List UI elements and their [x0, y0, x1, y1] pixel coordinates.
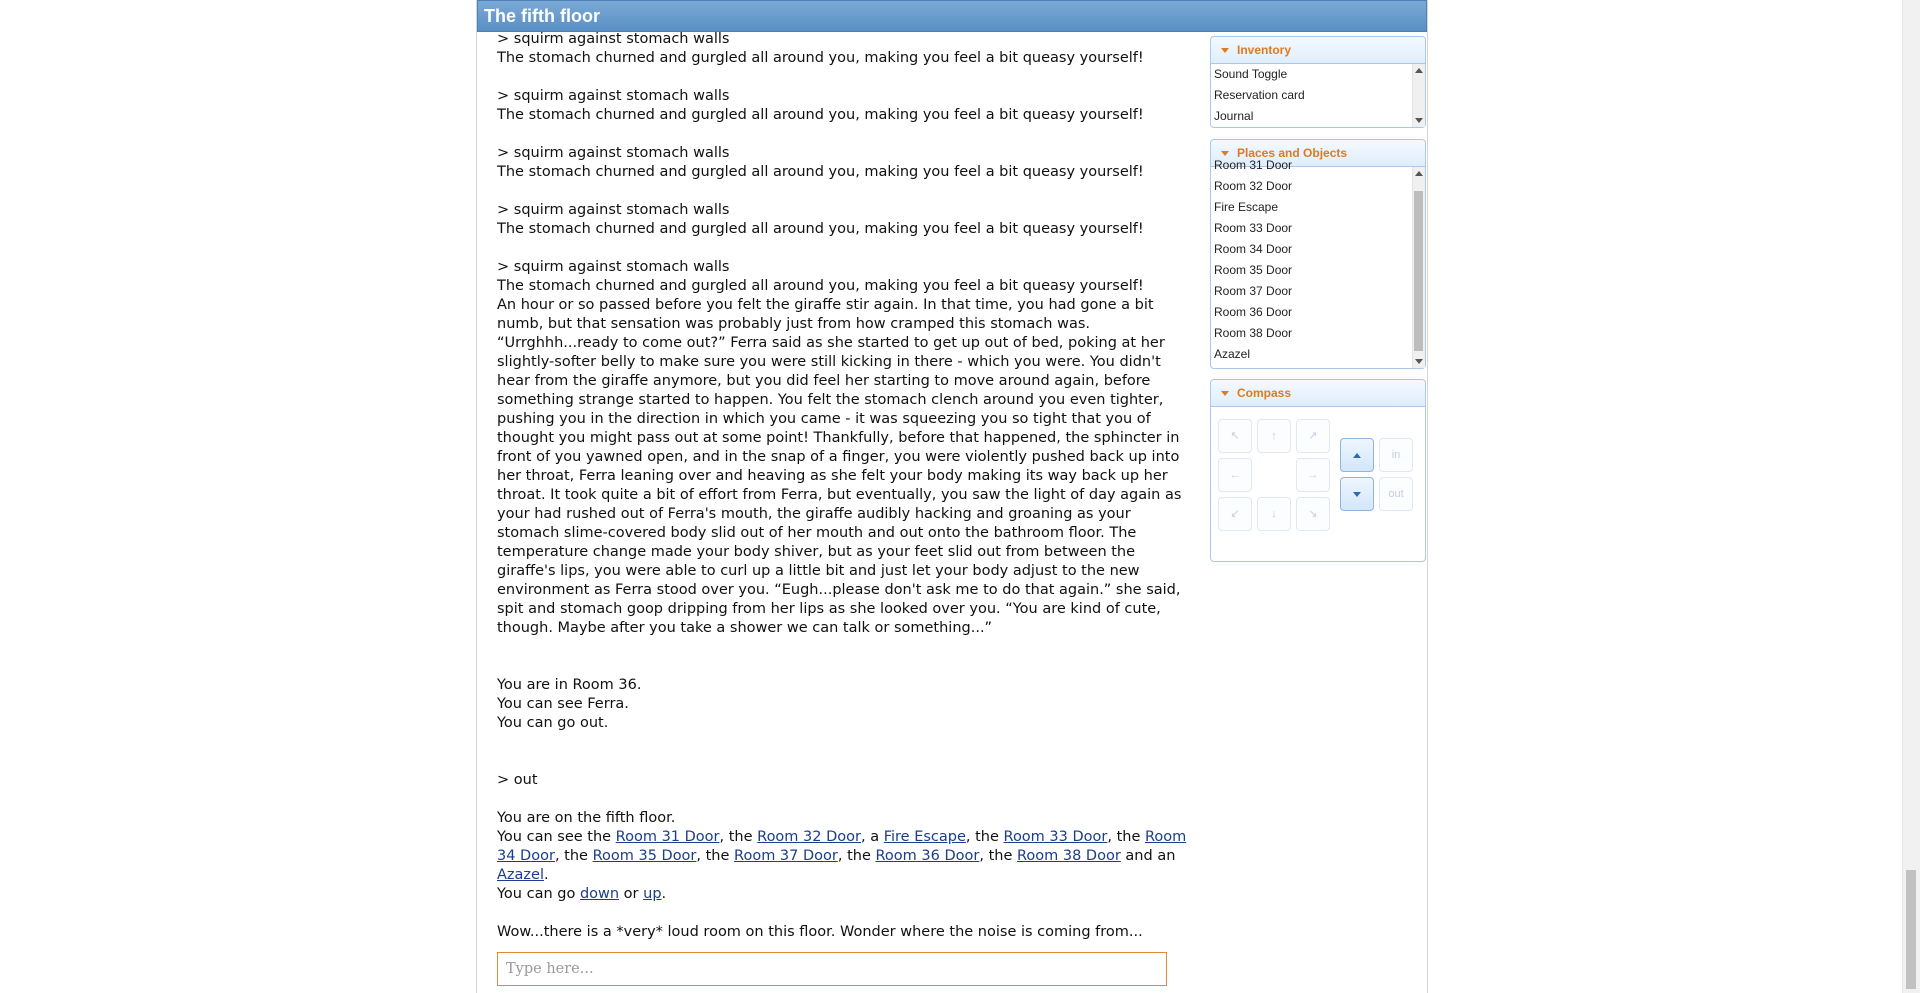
collapse-triangle-icon — [1221, 48, 1229, 53]
compass-in-button[interactable]: in — [1379, 438, 1413, 472]
exit-link-down[interactable]: down — [579, 886, 620, 902]
places-panel — [1210, 139, 1426, 369]
command-echo: > out — [497, 772, 538, 788]
transcript-entry — [497, 30, 1197, 68]
scroll-up-icon[interactable] — [1415, 171, 1423, 176]
response-text: The stomach churned and gurgled all around you, making you feel a bit queasy yourself! — [497, 278, 1144, 294]
inventory-item[interactable]: Reservation card — [1214, 88, 1305, 102]
collapse-triangle-icon — [1221, 391, 1229, 396]
scroll-down-icon[interactable] — [1415, 359, 1423, 364]
inventory-header[interactable]: Inventory — [1211, 37, 1425, 64]
room-line: You can go out. — [497, 715, 609, 731]
object-link[interactable]: Room 36 Door — [875, 848, 980, 864]
places-item[interactable]: Room 38 Door — [1214, 326, 1293, 340]
compass-body — [1211, 407, 1425, 561]
response-text: The stomach churned and gurgled all around you, making you feel a bit queasy yourself! — [497, 221, 1144, 237]
story-paragraph: An hour or so passed before you felt the giraffe stir again. In that time, you had gone a bit numb, but that sensation was probably just from how cramped this stomach was. — [497, 297, 1154, 332]
places-item[interactable]: Fire Escape — [1214, 200, 1279, 214]
compass-panel — [1210, 379, 1426, 562]
inventory-panel — [1210, 36, 1426, 128]
object-link[interactable]: Room 37 Door — [734, 848, 838, 864]
game-container — [476, 0, 1428, 993]
compass-north-button[interactable]: ↑ — [1257, 419, 1291, 453]
command-echo: > squirm against stomach walls — [497, 31, 730, 47]
places-item[interactable]: Azazel — [1214, 347, 1251, 361]
response-text: The stomach churned and gurgled all around you, making you feel a bit queasy yourself! — [497, 164, 1144, 180]
transcript-entry — [497, 87, 1197, 125]
compass-down-button[interactable] — [1340, 477, 1374, 511]
places-header[interactable]: Places and Objects — [1211, 140, 1425, 167]
object-link[interactable]: Azazel — [497, 867, 544, 883]
compass-out-button[interactable]: out — [1379, 477, 1413, 511]
room-description — [497, 676, 1197, 733]
response-text: The stomach churned and gurgled all around you, making you feel a bit queasy yourself! — [497, 50, 1144, 66]
transcript-entry — [497, 258, 1197, 638]
compass-west-button[interactable]: ← — [1218, 458, 1252, 492]
places-item[interactable]: Room 34 Door — [1214, 242, 1293, 256]
inventory-item[interactable]: Sound Toggle — [1214, 67, 1288, 81]
object-link[interactable]: Room 33 Door — [1003, 829, 1108, 845]
compass-south-button[interactable]: ↓ — [1257, 497, 1291, 531]
places-list — [1211, 158, 1425, 368]
compass-center — [1257, 458, 1291, 492]
transcript-entry — [497, 144, 1197, 182]
compass-northeast-button[interactable]: ↗ — [1296, 419, 1330, 453]
page-scrollbar[interactable] — [1902, 0, 1920, 993]
room-line: You can see Ferra. — [497, 696, 629, 712]
command-input[interactable] — [506, 954, 1158, 984]
inventory-scrollbar[interactable] — [1412, 64, 1425, 127]
places-item[interactable]: Room 31 Door — [1214, 158, 1293, 172]
compass-up-button[interactable] — [1340, 438, 1374, 472]
places-scrollbar-thumb[interactable] — [1414, 191, 1423, 351]
location-title: The fifth floor — [477, 0, 1427, 32]
object-link[interactable]: Room 31 Door — [615, 829, 720, 845]
object-link[interactable]: Room 35 Door — [592, 848, 697, 864]
places-item[interactable]: Room 36 Door — [1214, 305, 1293, 319]
places-scrollbar[interactable] — [1412, 167, 1425, 368]
compass-northwest-button[interactable]: ↖ — [1218, 419, 1252, 453]
story-paragraph: “Urrghhh...ready to come out?” Ferra said as she started to get up out of bed, poking at her slightly-softer belly to make sure you were still kicking in there - which you were. You didn't hear from the giraffe anymore, but you did feel her starting to move around again, before something strange started to happen. You felt the stomach clench around you even tighter, pushing you in the direction in which you came - it was squeezing you so tight that you of thought you might pass out at some point! Thankfully, before that happened, the sphincter in front of you yawned open, and in the snap of a finger, you were violently pushed back up into her throat, Ferra leaning over and heaving as she felt your body making its way back up her throat. It took quite a bit of effort from Ferra, but eventually, you saw the light of day again as your had rushed out of Ferra's mouth, the giraffe audibly hacking and groaning as your stomach slime-covered body slid out of her mouth and out onto the bathroom floor. The temperature change made your body shiver, but as your feet slid out from between the giraffe's lips, you were able to curl up a little bit and just let your body adjust to the new environment as Ferra stood over you. “Eugh...please don't ask me to do that again.” she said, spit and stomach goop dripping from her lips as she looked over you. “You are kind of cute, though. Maybe after you take a shower we can talk or something...” — [497, 335, 1182, 636]
compass-southeast-button[interactable]: ↘ — [1296, 497, 1330, 531]
visible-objects-line: You can see the Room 31 Door, the Room 32 Door, a Fire Escape, the Room 33 Door, the Room 34 Door, the Room 35 Door, the Room 37 Door, the Room 36 Door, the Room 38 Door and an Azazel. — [497, 829, 1187, 883]
places-item[interactable]: Room 33 Door — [1214, 221, 1293, 235]
object-link[interactable]: Room 32 Door — [757, 829, 861, 845]
room-line: You are in Room 36. — [497, 677, 642, 693]
transcript-entry — [497, 201, 1197, 239]
command-echo: > squirm against stomach walls — [497, 202, 730, 218]
scroll-down-icon[interactable] — [1415, 118, 1423, 123]
transcript-output — [497, 30, 1197, 942]
command-echo: > squirm against stomach walls — [497, 259, 730, 275]
places-item[interactable]: Room 35 Door — [1214, 263, 1293, 277]
command-echo: > squirm against stomach walls — [497, 88, 730, 104]
compass-southwest-button[interactable]: ↙ — [1218, 497, 1252, 531]
command-box[interactable] — [497, 952, 1167, 986]
page-scrollbar-thumb[interactable] — [1906, 870, 1916, 989]
places-item[interactable]: Room 32 Door — [1214, 179, 1293, 193]
places-item[interactable]: Room 37 Door — [1214, 284, 1293, 298]
exits-line: You can go down or up. — [497, 886, 667, 902]
inventory-list — [1211, 64, 1425, 127]
inventory-item[interactable]: Journal — [1214, 109, 1254, 123]
compass-header[interactable]: Compass — [1211, 380, 1425, 407]
object-link[interactable]: Room 34 Door — [497, 829, 1187, 864]
ambient-message: Wow...there is a *very* loud room on this floor. Wonder where the noise is coming from... — [497, 924, 1143, 940]
scroll-up-icon[interactable] — [1415, 68, 1423, 73]
floor-description — [497, 809, 1197, 904]
object-link[interactable]: Fire Escape — [883, 829, 966, 845]
down-triangle-icon — [1353, 492, 1361, 497]
response-text: The stomach churned and gurgled all around you, making you feel a bit queasy yourself! — [497, 107, 1144, 123]
floor-line: You are on the fifth floor. — [497, 810, 676, 826]
up-triangle-icon — [1353, 453, 1361, 458]
command-echo: > squirm against stomach walls — [497, 145, 730, 161]
compass-east-button[interactable]: → — [1296, 458, 1330, 492]
exit-link-up[interactable]: up — [643, 886, 662, 902]
object-link[interactable]: Room 38 Door — [1016, 848, 1121, 864]
